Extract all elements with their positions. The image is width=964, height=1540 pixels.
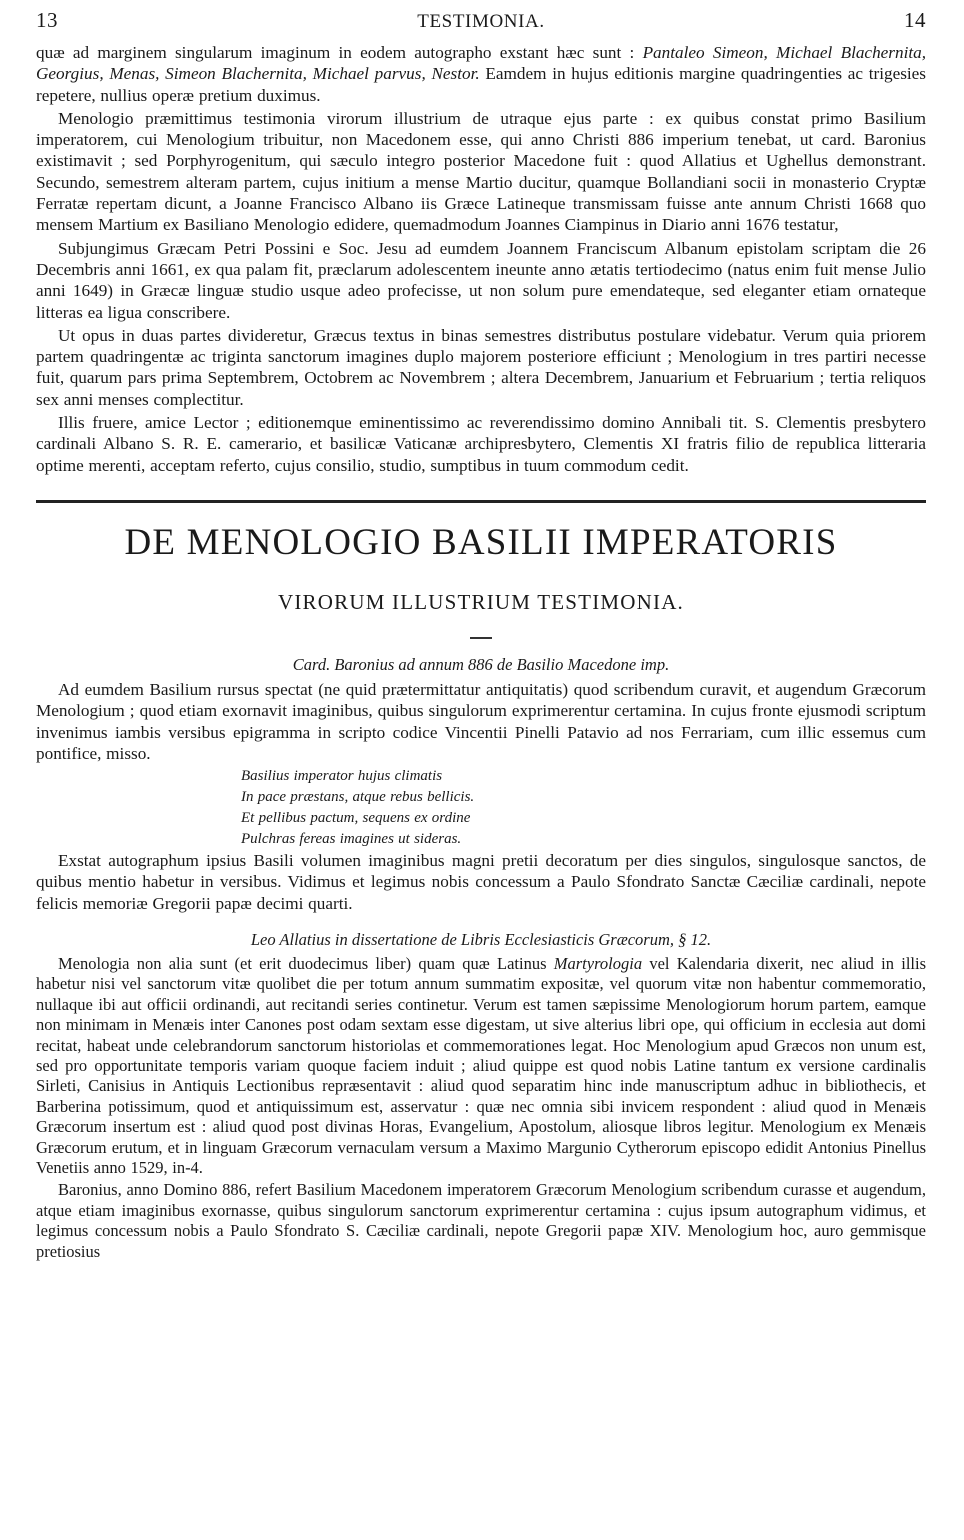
allatius-p1-text-end: vel Kalendaria dixerit, nec aliud in illis habetur nisi vel sanctorum vitæ quolibet die per totum annum summatim expositæ, vel quorum vitæ non habentur commemoratio, nullaque ibi aut officii ordinandi, aut recitandi series continetur. Verum est tamen sæpissime Menologiorum horum partem, eamque non minimam in Menæis inter Canones post odam sextam esse digestam, ut sive alterius libri ope, qui officium in ecclesia aut domi recitat, habeat unde celebrandorum sanctorum historiolas et commemorationes legat. Hoc Menologium apud Græcos non unum est, sed pro opportunitate temporis variam quoque faciem induit ; aliud quippe est quod nobis Latine tantum ex versione cardinalis Sirleti, Canisius in Antiquis Lectionibus repræsentavit : aliud quod separatim hinc inde manuscriptum adhuc in bibliothecis, et Barberina potissimum, quod et antiquissimum est, asservatur : quæ nec omnia sibi invicem respondent : aliud quod in Menæis Græcorum insertum est : aliud quod post divinas Horas, Evangelium, Apostolum, aliosque libros legitur. Menologium ex Menæis Græcorum erutum, et in linguam Græcorum vernaculam versum a Maximo Margunio Cytherorum episcopo edidit Antonius Pinellus Venetiis anno 1529, in-4. xyxy=(36,954,926,1178)
verse-line: Pulchras fereas imagines ut sideras. xyxy=(241,831,462,848)
epigram-verse xyxy=(241,766,926,850)
allatius-source: Leo Allatius in dissertatione de Libris Ecclesiasticis Græcorum, § 12. xyxy=(250,930,712,950)
running-head xyxy=(36,0,926,42)
preface-paragraph-3: Subjungimus Græcam Petri Possini e Soc. Jesu ad eumdem Joannem Franciscum Albanum epistolam scriptam die 26 Decembris anni 1661, ex qua palam fit, præclarum adolescentem ineunte anno ætatis tertiodecimo (natus enim fuit mense Julio anni 1649) in Græcæ linguæ studio usque adeo profecisse, ut non solum pure emendateque, sed eleganter etiam ornateque litteras ea ligua conscribere. xyxy=(36,238,926,322)
preface-p1-text-end: Eamdem in hujus editionis margine quadringenties ac trigesies repetere, nullius operæ pretium duximus. xyxy=(36,64,926,105)
page-number-left: 13 xyxy=(36,8,58,32)
preface-p1-names: Pantaleo Simeon, Michael Blachernita, Georgius, Menas, Simeon Blachernita, Michael parvus, Nestor. xyxy=(36,43,927,84)
allatius-paragraph-1 xyxy=(36,954,926,1178)
allatius-p1-emphasis: Martyrologia xyxy=(553,954,643,974)
allatius-testimony xyxy=(36,954,926,1262)
allatius-p1-text: Menologia non alia sunt (et erit duodecimus liber) quam quæ Latinus xyxy=(58,954,554,974)
section-divider xyxy=(36,500,926,503)
verse-line: In pace præstans, atque rebus bellicis. xyxy=(241,789,475,806)
section-subtitle: VIRORUM ILLUSTRIUM TESTIMONIA. xyxy=(277,589,685,614)
page-number-right: 14 xyxy=(903,8,926,32)
preface-paragraph-1 xyxy=(36,42,926,106)
preface-p1-text: quæ ad marginem singularum imaginum in eodem autographo exstant hæc sunt : xyxy=(36,43,643,62)
preface-paragraph-5: Illis fruere, amice Lector ; editionemque eminentissimo ac reverendissimo domino Annibali tit. S. Clementis presbytero cardinali Albano S. R. E. camerario, et basilicæ Vaticanæ archipresbytero, Clementis XI fratris filio de republica litteraria optime merenti, acceptam referto, cujus consilio, studio, sumptibus in tuum commodum cedit. xyxy=(36,413,926,475)
baronius-paragraph-1: Ad eumdem Basilium rursus spectat (ne quid prætermittatur antiquitatis) quod scribendum curavit, et augendum Græcorum Menologium ; quod etiam exornavit imaginibus, quibus singulorum exprimerentur certamina. In cujus fronte ejusmodi scriptum invenimus iambis versibus epigramma in scripto codice Vincentii Pinelli Patavio ad nos Ferrariam, cum illic essemus cum pontifice, misso. xyxy=(36,679,926,763)
section-title: DE MENOLOGIO BASILII IMPERATORIS xyxy=(124,521,838,563)
preface-paragraph-2: Menologio præmittimus testimonia virorum illustrium de utraque ejus parte : ex quibus constat primo Basilium imperatorem, cui Menologium tribuitur, non Macedonem esse, qui anno Christi 886 imperium tenebat, ut card. Baronius existimavit ; sed Porphyrogenitum, qui sæculo integro posterior Macedone fuit : quod Allatius et Ughellus demonstrant. Secundo, semestrem alteram partem, cujus initium a mense Martio ducitur, quamque Bollandiani socii in monasterio Cryptæ Ferratæ repertam dicunt, a Joanne Francisco Albano iis Græce Latineque transmissam fuisse ante annum Christi 1668 quo mensem Martium ex Basiliano Menologio edidere, quemadmodum Joannes Ciampinus in Diario anni 1676 testatur, xyxy=(36,108,926,235)
running-title: TESTIMONIA. xyxy=(417,11,545,32)
verse-line: Et pellibus pactum, sequens ex ordine xyxy=(241,810,471,827)
baronius-source: Card. Baronius ad annum 886 de Basilio Macedone imp. xyxy=(292,654,670,674)
allatius-paragraph-2: Baronius, anno Domino 886, refert Basilium Macedonem imperatorem Græcorum Menologium scribendum curasse et augendum, atque etiam imaginibus exornasse, quibus singulorum sanctorum exprimerentur certamina : cujus ipsum autographum vidimus, et legimus concessum nobis a Paulo Sfondrato S. Cæciliæ cardinali, nepote Gregorii papæ XIV. Menologium hoc, auro gemmisque pretiosius xyxy=(36,1180,926,1261)
preface xyxy=(36,42,926,476)
preface-paragraph-4: Ut opus in duas partes divideretur, Græcus textus in binas semestres distributus postulare videbatur. Verum quia priorem partem quadringentæ ac triginta sanctorum imagines duplo majorem posteriore efficiunt ; Menologium in tres partiri necesse fuit, quarum pars prima Septembrem, Octobrem ac Novembrem ; altera Decembrem, Januarium et Februarium ; tertia reliquos sex anni menses complectitur. xyxy=(36,325,926,409)
baronius-testimony xyxy=(36,679,926,914)
baronius-paragraph-2: Exstat autographum ipsius Basili volumen imaginibus magni pretii decoratum per dies singulos, singulosque sanctos, de quibus mentio habetur in versibus. Vidimus et legimus nobis concessum a Paulo Sfondrato Sanctæ Cæciliæ cardinali, nepote felicis memoriæ Gregorii papæ decimi quarti. xyxy=(36,851,926,913)
title-dash xyxy=(470,637,492,639)
verse-line: Basilius imperator hujus climatis xyxy=(241,768,443,785)
